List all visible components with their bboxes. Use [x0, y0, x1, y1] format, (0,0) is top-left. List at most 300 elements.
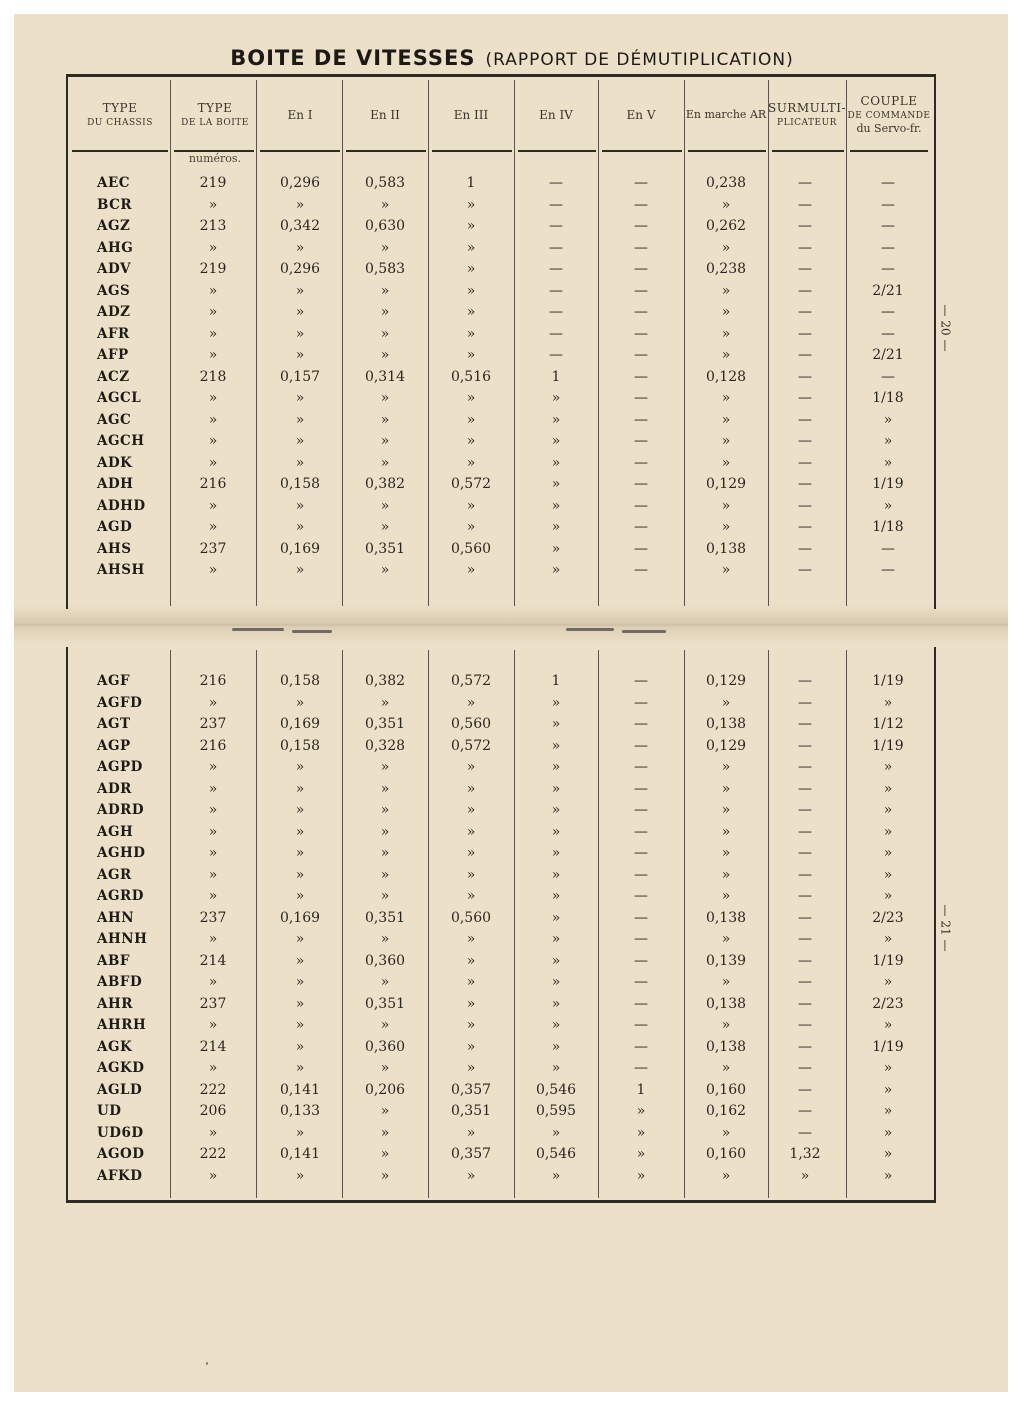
cell-type-boite: »: [208, 411, 218, 428]
cell-marche-ar: »: [721, 325, 731, 342]
cell-couple: »: [883, 845, 893, 861]
header-en3-label: En III: [453, 107, 489, 122]
cell-en3: »: [466, 1017, 476, 1033]
header-rule: [432, 150, 512, 152]
cell-marche-ar: »: [721, 866, 731, 883]
cell-en4: »: [551, 1060, 561, 1076]
cell-type-boite: 219: [199, 175, 227, 191]
cell-type-chassis: AGOD: [97, 1146, 145, 1162]
cell-marche-ar: »: [721, 1060, 731, 1076]
cell-couple: —: [881, 261, 895, 277]
cell-en1: »: [295, 952, 305, 969]
cell-couple: »: [883, 866, 893, 883]
table-row: [0, 671, 1024, 692]
cell-en5: —: [634, 196, 648, 213]
cell-type-chassis: AGP: [97, 737, 131, 754]
cell-en3: »: [466, 239, 476, 256]
cell-surmulti: —: [798, 1017, 812, 1033]
cell-en3: »: [466, 823, 476, 840]
cell-marche-ar: 0,129: [705, 737, 747, 754]
cell-en1: 0,342: [279, 218, 321, 234]
cell-surmulti: —: [798, 802, 812, 818]
cell-en4: —: [549, 218, 563, 234]
table-row: [0, 865, 1024, 886]
cell-type-boite: »: [208, 347, 218, 363]
cell-marche-ar: »: [721, 454, 731, 471]
cell-surmulti: —: [798, 390, 812, 406]
cell-type-boite: 218: [199, 368, 227, 385]
cell-surmulti: —: [798, 261, 812, 277]
cell-en3: »: [466, 282, 476, 299]
cell-marche-ar: 0,138: [705, 1038, 747, 1055]
cell-type-boite: »: [208, 282, 218, 299]
header-rule: [772, 150, 844, 152]
cell-en2: »: [380, 454, 390, 471]
cell-en1: 0,296: [279, 261, 321, 277]
cell-couple: »: [883, 694, 893, 711]
cell-en5: —: [634, 454, 648, 471]
cell-marche-ar: »: [721, 780, 731, 797]
header-en5-label: En V: [626, 107, 656, 122]
cell-type-boite: »: [208, 433, 218, 449]
cell-surmulti: —: [798, 974, 812, 990]
cell-couple: »: [883, 497, 893, 514]
cell-type-boite: »: [208, 802, 218, 818]
cell-type-boite: 237: [199, 540, 227, 557]
header-rule: [602, 150, 682, 152]
cell-marche-ar: »: [721, 823, 731, 840]
cell-marche-ar: »: [721, 562, 731, 578]
table-row: [0, 951, 1024, 972]
page-number-21: [930, 898, 960, 958]
cell-couple: »: [883, 823, 893, 840]
cell-en5: —: [634, 1038, 648, 1055]
cell-en2: 0,351: [364, 995, 406, 1012]
cell-marche-ar: »: [721, 390, 731, 406]
cell-en2: »: [380, 196, 390, 213]
cell-couple: 2/23: [872, 909, 904, 926]
cell-en5: —: [634, 390, 648, 406]
table-row: [0, 539, 1024, 560]
page-number-20-text: — 20 —: [938, 304, 952, 352]
cell-marche-ar: 0,139: [705, 952, 747, 969]
cell-type-chassis: AGCL: [97, 390, 142, 406]
cell-type-boite: 214: [199, 952, 227, 969]
cell-couple: »: [883, 433, 893, 449]
cell-en1: 0,169: [279, 909, 321, 926]
cell-couple: —: [881, 562, 895, 578]
cell-en5: —: [634, 239, 648, 256]
table-row: [0, 259, 1024, 280]
cell-type-boite: 206: [199, 1103, 227, 1119]
cell-surmulti: —: [798, 540, 812, 557]
cell-type-chassis: ABF: [97, 952, 130, 969]
cell-type-boite: »: [208, 497, 218, 514]
cell-en2: »: [380, 1060, 390, 1076]
cell-en3: »: [466, 454, 476, 471]
cell-en1: »: [295, 888, 305, 904]
cell-en2: »: [380, 866, 390, 883]
cell-surmulti: —: [798, 196, 812, 213]
header-rule: [72, 150, 168, 152]
title-main: BOITE DE VITESSES: [230, 46, 476, 70]
cell-marche-ar: »: [721, 196, 731, 213]
cell-en4: »: [551, 780, 561, 797]
cell-couple: —: [881, 175, 895, 191]
cell-en3: 0,560: [450, 540, 492, 557]
cell-surmulti: —: [798, 325, 812, 342]
cell-type-boite: 219: [199, 261, 227, 277]
cell-en3: 0,357: [450, 1146, 492, 1162]
cell-marche-ar: 0,162: [705, 1103, 747, 1119]
table-row: [0, 1080, 1024, 1101]
cell-surmulti: —: [798, 175, 812, 191]
cell-en1: »: [295, 196, 305, 213]
cell-en1: 0,296: [279, 175, 321, 191]
cell-en3: 0,572: [450, 476, 492, 492]
cell-en5: —: [634, 995, 648, 1012]
cell-en3: »: [466, 562, 476, 578]
table-row: [0, 908, 1024, 929]
cell-en5: —: [634, 282, 648, 299]
cell-surmulti: —: [798, 952, 812, 969]
cell-type-chassis: ABFD: [97, 974, 143, 990]
cell-surmulti: —: [798, 411, 812, 428]
table-row: [0, 173, 1024, 194]
cell-en2: »: [380, 347, 390, 363]
header-en2-label: En II: [370, 107, 400, 122]
header-rule: [688, 150, 766, 152]
cell-en4: —: [549, 196, 563, 213]
cell-surmulti: —: [798, 759, 812, 775]
cell-type-chassis: AHSH: [97, 562, 145, 578]
cell-en2: 0,382: [364, 476, 406, 492]
cell-en5: —: [634, 694, 648, 711]
cell-en5: —: [634, 823, 648, 840]
cell-en4: —: [549, 175, 563, 191]
cell-marche-ar: »: [721, 304, 731, 320]
cell-type-boite: »: [208, 759, 218, 775]
cell-en5: —: [634, 974, 648, 990]
cell-surmulti: —: [798, 845, 812, 861]
cell-type-boite: »: [208, 1124, 218, 1141]
cell-en2: »: [380, 1017, 390, 1033]
cell-en3: 0,560: [450, 716, 492, 732]
cell-type-boite: »: [208, 1017, 218, 1033]
table-row: [0, 431, 1024, 452]
table-row: [0, 1015, 1024, 1036]
cell-type-boite: 216: [199, 737, 227, 754]
header-en1: [258, 84, 342, 146]
cell-surmulti: —: [798, 737, 812, 754]
cell-en5: —: [634, 218, 648, 234]
cell-en3: 0,351: [450, 1103, 492, 1119]
cell-en1: »: [295, 347, 305, 363]
cell-en4: 0,546: [535, 1081, 577, 1098]
cell-type-boite: »: [208, 780, 218, 797]
cell-couple: 1/19: [872, 1038, 904, 1055]
header-type-boite-line2: DE LA BOITE: [181, 118, 249, 129]
table-row: [0, 693, 1024, 714]
cell-en3: »: [466, 952, 476, 969]
cell-en2: »: [380, 239, 390, 256]
cell-en5: —: [634, 673, 648, 689]
table-row: [0, 388, 1024, 409]
cell-en3: »: [466, 780, 476, 797]
cell-en4: —: [549, 325, 563, 342]
cell-en5: —: [634, 540, 648, 557]
cell-en1: »: [295, 497, 305, 514]
cell-type-chassis: AGD: [97, 519, 133, 535]
cell-en4: »: [551, 433, 561, 449]
cell-surmulti: —: [798, 1038, 812, 1055]
cell-en1: »: [295, 823, 305, 840]
table-row: [0, 345, 1024, 366]
cell-en1: »: [295, 239, 305, 256]
header-en2: [342, 84, 428, 146]
page-number-21-text: — 21 —: [938, 904, 952, 952]
cell-en3: »: [466, 433, 476, 449]
cell-marche-ar: 0,129: [705, 673, 747, 689]
staple-right-2: [622, 630, 666, 633]
header-type-chassis-line2: DU CHASSIS: [87, 118, 153, 129]
cell-en1: »: [295, 325, 305, 342]
cell-type-chassis: AHN: [97, 909, 135, 926]
cell-en2: 0,360: [364, 952, 406, 969]
cell-en3: »: [466, 759, 476, 775]
header-en1-label: En I: [287, 107, 313, 122]
cell-type-boite: 222: [199, 1146, 227, 1162]
cell-marche-ar: 0,138: [705, 909, 747, 926]
cell-en3: »: [466, 218, 476, 234]
cell-en5: —: [634, 562, 648, 578]
cell-en4: »: [551, 974, 561, 990]
cell-type-boite: 214: [199, 1038, 227, 1055]
cell-marche-ar: »: [721, 845, 731, 861]
staple-right: [566, 628, 614, 631]
table-row: [0, 1101, 1024, 1122]
paper-speck: [206, 1362, 208, 1365]
cell-type-boite: 222: [199, 1081, 227, 1098]
cell-marche-ar: »: [721, 282, 731, 299]
cell-couple: 1/19: [872, 952, 904, 969]
cell-type-boite: »: [208, 562, 218, 578]
title-sub: (RAPPORT DE DÉMUTIPLICATION): [485, 50, 794, 70]
cell-en5: —: [634, 433, 648, 449]
cell-en1: 0,141: [279, 1146, 321, 1162]
cell-en1: »: [295, 1060, 305, 1076]
cell-surmulti: —: [798, 888, 812, 904]
table-row: [0, 367, 1024, 388]
header-couple: [846, 84, 932, 146]
table-row: [0, 560, 1024, 581]
cell-en3: 0,516: [450, 368, 492, 385]
cell-en3: »: [466, 802, 476, 818]
cell-en3: »: [466, 1124, 476, 1141]
cell-type-boite: »: [208, 519, 218, 535]
cell-en4: »: [551, 540, 561, 557]
cell-en1: »: [295, 1167, 305, 1184]
cell-en5: —: [634, 845, 648, 861]
table-row: [0, 972, 1024, 993]
cell-en3: »: [466, 390, 476, 406]
cell-en4: —: [549, 261, 563, 277]
cell-surmulti: —: [798, 673, 812, 689]
cell-type-boite: »: [208, 931, 218, 947]
cell-en4: »: [551, 519, 561, 535]
cell-surmulti: —: [798, 218, 812, 234]
cell-en4: »: [551, 931, 561, 947]
cell-en1: 0,169: [279, 540, 321, 557]
cell-en3: »: [466, 995, 476, 1012]
cell-marche-ar: 0,160: [705, 1081, 747, 1098]
cell-surmulti: —: [798, 497, 812, 514]
cell-surmulti: —: [798, 347, 812, 363]
cell-type-boite: 216: [199, 673, 227, 689]
table-row: [0, 757, 1024, 778]
cell-en4: »: [551, 1017, 561, 1033]
cell-type-boite: »: [208, 239, 218, 256]
cell-en5: —: [634, 737, 648, 754]
cell-type-boite: »: [208, 325, 218, 342]
cell-couple: 2/23: [872, 995, 904, 1012]
cell-couple: »: [883, 1146, 893, 1162]
cell-en3: »: [466, 1060, 476, 1076]
table-row: [0, 822, 1024, 843]
table-row: [0, 324, 1024, 345]
cell-en3: 0,357: [450, 1081, 492, 1098]
cell-surmulti: —: [798, 368, 812, 385]
cell-en2: 0,314: [364, 368, 406, 385]
cell-en5: »: [636, 1167, 646, 1184]
cell-en5: —: [634, 802, 648, 818]
cell-en3: »: [466, 347, 476, 363]
cell-type-chassis: ADHD: [97, 497, 146, 514]
cell-type-chassis: AGFD: [97, 694, 143, 711]
cell-en4: »: [551, 497, 561, 514]
header-rule: [518, 150, 596, 152]
cell-en5: —: [634, 866, 648, 883]
cell-en4: »: [551, 866, 561, 883]
cell-type-chassis: AGF: [97, 673, 131, 689]
header-couple-line3: du Servo-fr.: [856, 121, 922, 135]
cell-type-boite: »: [208, 1060, 218, 1076]
cell-en3: »: [466, 1038, 476, 1055]
cell-en2: »: [380, 694, 390, 711]
header-type-boite: [172, 84, 258, 146]
cell-marche-ar: 0,160: [705, 1146, 747, 1162]
cell-en5: —: [634, 716, 648, 732]
table-row: [0, 994, 1024, 1015]
cell-type-chassis: AHS: [97, 540, 132, 557]
cell-en2: 0,206: [364, 1081, 406, 1098]
cell-en2: »: [380, 1103, 390, 1119]
cell-en2: 0,328: [364, 737, 406, 754]
header-rule: [346, 150, 426, 152]
cell-type-chassis: AEC: [97, 175, 131, 191]
cell-marche-ar: 0,138: [705, 995, 747, 1012]
cell-type-chassis: AGH: [97, 823, 134, 840]
cell-en3: »: [466, 325, 476, 342]
cell-en4: »: [551, 411, 561, 428]
cell-en3: »: [466, 261, 476, 277]
cell-en1: 0,157: [279, 368, 321, 385]
cell-en4: 0,546: [535, 1146, 577, 1162]
cell-couple: —: [881, 239, 895, 256]
table-row: [0, 195, 1024, 216]
cell-en2: »: [380, 519, 390, 535]
cell-en2: »: [380, 1167, 390, 1184]
table-row: [0, 714, 1024, 735]
cell-surmulti: —: [798, 1081, 812, 1098]
cell-marche-ar: »: [721, 1017, 731, 1033]
cell-type-chassis: AFKD: [97, 1167, 143, 1184]
cell-surmulti: —: [798, 823, 812, 840]
cell-en2: »: [380, 325, 390, 342]
cell-couple: 2/21: [872, 347, 904, 363]
table-row: [0, 800, 1024, 821]
header-marche-ar-label: En marche AR: [685, 108, 767, 122]
table-row: [0, 474, 1024, 495]
cell-type-chassis: AGC: [97, 411, 132, 428]
cell-couple: —: [881, 196, 895, 213]
cell-en4: »: [551, 454, 561, 471]
staple-left: [232, 628, 284, 631]
cell-en4: »: [551, 759, 561, 775]
cell-en2: »: [380, 1124, 390, 1141]
cell-en4: 1: [551, 368, 561, 385]
cell-type-chassis: ADV: [97, 261, 131, 277]
cell-en1: »: [295, 802, 305, 818]
cell-en1: »: [295, 304, 305, 320]
header-surmulti: [768, 84, 846, 146]
cell-couple: —: [881, 540, 895, 557]
cell-en2: 0,360: [364, 1038, 406, 1055]
cell-en2: 0,583: [364, 175, 406, 191]
cell-en1: »: [295, 931, 305, 947]
cell-en1: 0,169: [279, 716, 321, 732]
cell-type-chassis: ADR: [97, 780, 132, 797]
cell-type-chassis: AFR: [97, 325, 130, 342]
table-row: [0, 779, 1024, 800]
cell-type-chassis: AGHD: [97, 845, 146, 861]
cell-type-boite: 237: [199, 909, 227, 926]
cell-en4: »: [551, 823, 561, 840]
cell-surmulti: —: [798, 433, 812, 449]
cell-type-chassis: AGZ: [97, 218, 131, 234]
cell-couple: »: [883, 1124, 893, 1141]
cell-couple: »: [883, 931, 893, 947]
cell-marche-ar: 0,262: [705, 218, 747, 234]
cell-couple: 2/21: [872, 282, 904, 299]
table-row: [0, 1037, 1024, 1058]
table-row: [0, 216, 1024, 237]
cell-en2: 0,351: [364, 716, 406, 732]
cell-type-boite: »: [208, 304, 218, 320]
cell-type-chassis: AGT: [97, 716, 131, 732]
cell-surmulti: —: [798, 562, 812, 578]
cell-couple: »: [883, 1081, 893, 1098]
cell-couple: 1/18: [872, 519, 904, 535]
staple-left-2: [292, 630, 332, 633]
cell-en1: »: [295, 780, 305, 797]
cell-type-chassis: AHR: [97, 995, 133, 1012]
cell-surmulti: —: [798, 716, 812, 732]
cell-type-chassis: AGR: [97, 866, 132, 883]
cell-marche-ar: »: [721, 411, 731, 428]
cell-en1: 0,133: [279, 1103, 321, 1119]
cell-en1: »: [295, 759, 305, 775]
